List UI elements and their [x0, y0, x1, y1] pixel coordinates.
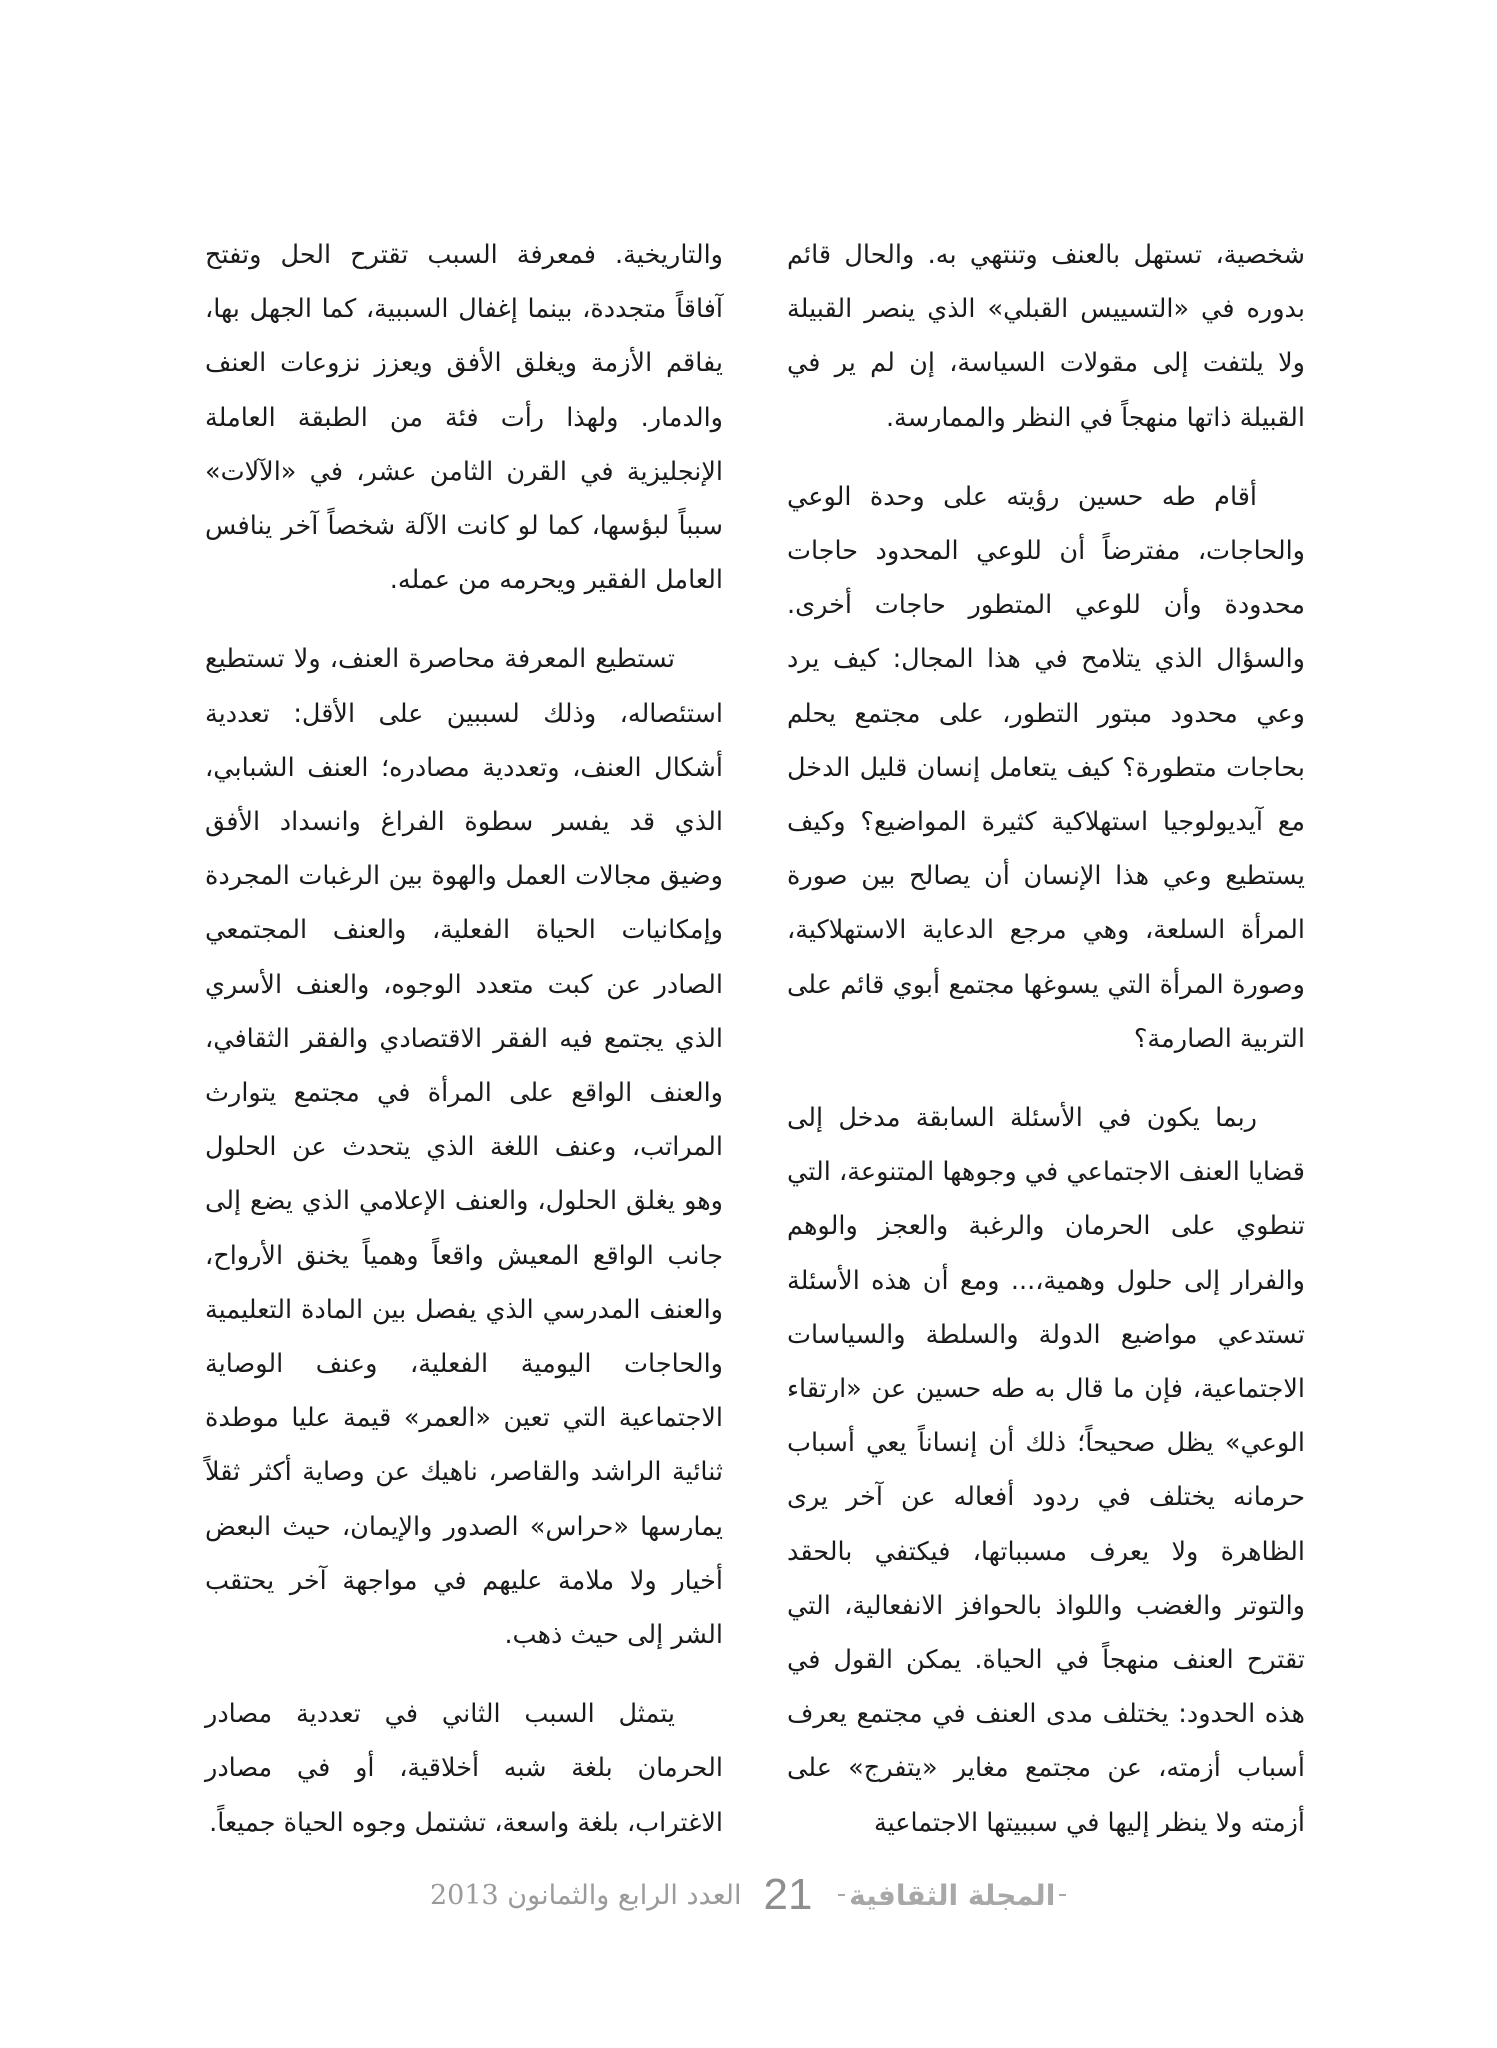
decorative-rule	[838, 1894, 845, 1896]
right-paragraph-1: شخصية، تستهل بالعنف وتنتهي به. والحال قائم بدوره في «التسييس القبلي» الذي ينصر القبيلة ولا يلتفت إلى مقولات السياسة، إن لم ير في القبيلة ذاتها منهجاً في النظر والممارسة.	[787, 240, 1305, 433]
issue-label: العدد الرابع والثمانون 2013	[430, 1879, 742, 1911]
page-footer	[430, 1868, 1070, 1922]
right-paragraph-2: أقام طه حسين رؤيته على وحدة الوعي والحاجات، مفترضاً أن للوعي المحدود حاجات محدودة وأن للوعي المتطور حاجات أخرى. والسؤال الذي يتلامح في هذا المجال: كيف يرد وعي محدود مبتور التطور، على مجتمع يحلم بحاجات متطورة؟ كيف يتعامل إنسان قليل الدخل مع آيديولوجيا استهلاكية كثيرة المواضيع؟ وكيف يستطيع وعي هذا الإنسان أن يصالح بين صورة المرأة السلعة، وهي مرجع الدعاية الاستهلاكية، وصورة المرأة التي يسوغها مجتمع أبوي قائم على التربية الصارمة؟	[787, 481, 1305, 1054]
magazine-name: المجلة الثقافية	[849, 1878, 1056, 1912]
right-paragraph-3: ربما يكون في الأسئلة السابقة مدخل إلى قضايا العنف الاجتماعي في وجوهها المتنوعة، التي تنطوي على الحرمان والرغبة والعجز والوهم والفرار إلى حلول وهمية،... ومع أن هذه الأسئلة تستدعي مواضيع الدولة والسلطة والسياسات الاجتماعية، فإن ما قال به طه حسين عن «ارتقاء الوعي» يظل صحيحاً؛ ذلك أن إنساناً يعي أسباب حرمانه يختلف في ردود أفعاله عن آخر يرى الظاهرة ولا يعرف مسبباتها، فيكتفي بالحقد والتوتر والغضب واللواذ بالحوافز الانفعالية، التي تقترح العنف منهجاً في الحياة. يمكن القول في هذه الحدود: يختلف مدى العنف في مجتمع يعرف أسباب أزمته، عن مجتمع مغاير «يتفرج» على أزمته ولا ينظر إليها في سببيتها الاجتماعية	[787, 1103, 1305, 1838]
left-column	[205, 228, 723, 1875]
left-paragraph-2: تستطيع المعرفة محاصرة العنف، ولا تستطيع استئصاله، وذلك لسببين على الأقل: تعددية أشكال العنف، وتعددية مصادره؛ العنف الشبابي، الذي قد يفسر سطوة الفراغ وانسداد الأفق وضيق مجالات العمل والهوة بين الرغبات المجردة وإمكانيات الحياة الفعلية، والعنف المجتمعي الصادر عن كبت متعدد الوجوه، والعنف الأسري الذي يجتمع فيه الفقر الاقتصادي والفقر الثقافي، والعنف الواقع على المرأة في مجتمع يتوارث المراتب، وعنف اللغة الذي يتحدث عن الحلول وهو يغلق الحلول، والعنف الإعلامي الذي يضع إلى جانب الواقع المعيش واقعاً وهمياً يخنق الأرواح، والعنف المدرسي الذي يفصل بين المادة التعليمية والحاجات اليومية الفعلية، وعنف الوصاية الاجتماعية التي تعين «العمر» قيمة عليا موطدة ثنائية الراشد والقاصر، ناهيك عن وصاية أكثر ثقلاً يمارسها «حراس» الصدور والإيمان، حيث البعض أخيار ولا ملامة عليهم في مواجهة آخر يحتقب الشر إلى حيث ذهب.	[205, 644, 723, 1651]
decorative-rule	[1059, 1894, 1066, 1896]
right-column	[787, 228, 1305, 1875]
page-number: 21	[763, 1870, 813, 1919]
left-paragraph-1: والتاريخية. فمعرفة السبب تقترح الحل وتفتح آفاقاً متجددة، بينما إغفال السببية، كما الجهل بها، يفاقم الأزمة ويغلق الأفق ويعزز نزوعات العنف والدمار. ولهذا رأت فئة من الطبقة العاملة الإنجليزية في القرن الثامن عشر، في «الآلات» سبباً لبؤسها، كما لو كانت الآلة شخصاً آخر ينافس العامل الفقير ويحرمه من عمله.	[205, 240, 723, 596]
left-paragraph-3: يتمثل السبب الثاني في تعددية مصادر الحرمان بلغة شبه أخلاقية، أو في مصادر الاغتراب، بلغة واسعة، تشتمل وجوه الحياة جميعاً.	[205, 1699, 723, 1838]
